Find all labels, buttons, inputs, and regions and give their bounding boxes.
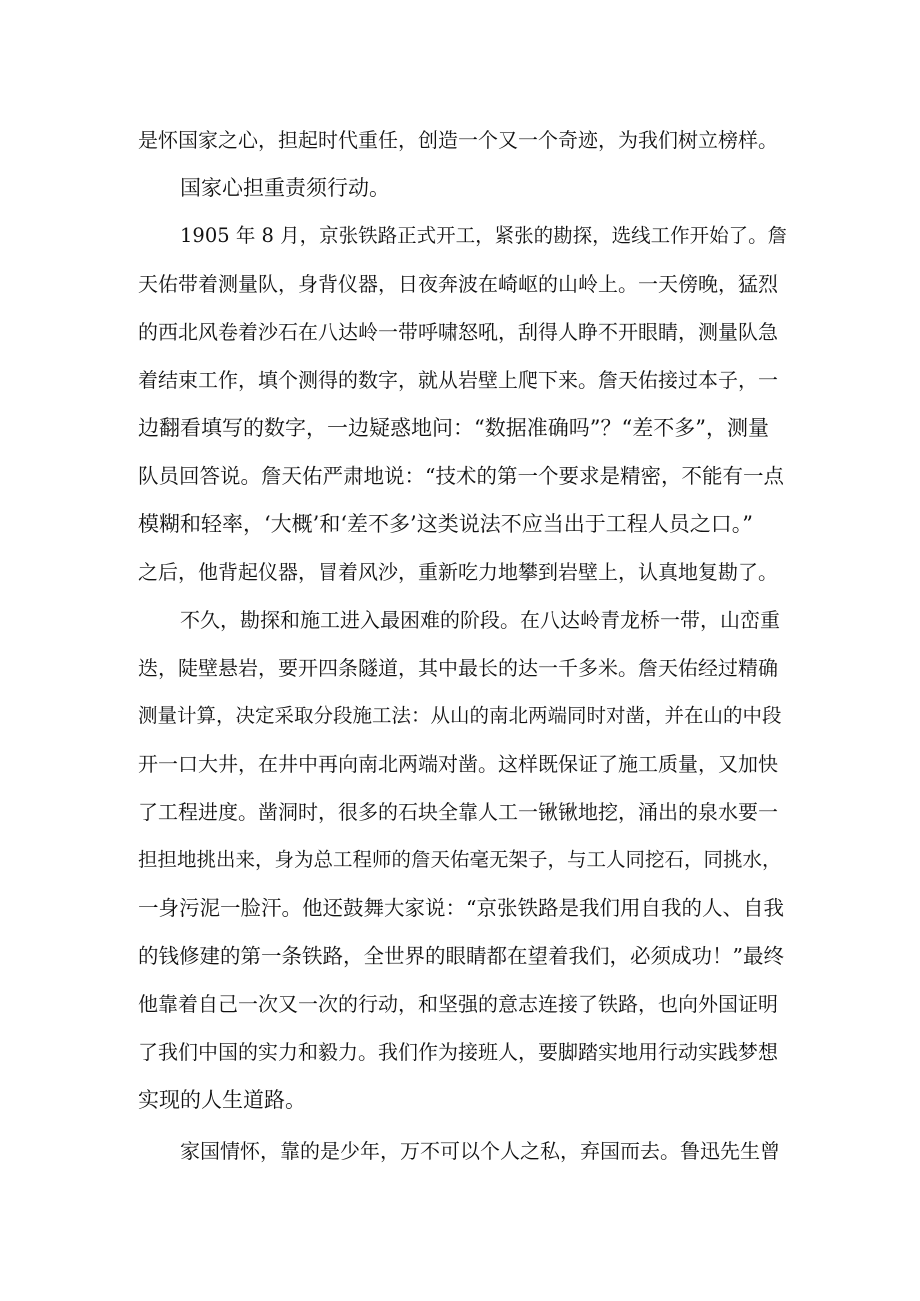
text-line: 家国情怀，靠的是少年，万不可以个人之私，弃国而去。鲁迅先生曾 — [180, 1139, 780, 1163]
text-line: 一身污泥一脸汗。他还鼓舞大家说：“京张铁路是我们用自我的人、自我 — [138, 896, 784, 920]
text-line: 天佑带着测量队，身背仪器，日夜奔波在崎岖的山岭上。一天傍晚，猛烈 — [138, 272, 778, 296]
text-line: 测量计算，决定采取分段施工法：从山的南北两端同时对凿，并在山的中段 — [138, 704, 782, 727]
section-heading: 国家心担重责须行动。 — [180, 176, 390, 200]
text-line: 了工程进度。凿洞时，很多的石块全靠人工一锹锹地挖，涌出的泉水要一 — [138, 800, 778, 824]
text-line: 之后，他背起仪器，冒着风沙，重新吃力地攀到岩壁上，认真地复勘了。 — [138, 560, 778, 584]
text-line: 开一口大井，在井中再向南北两端对凿。这样既保证了施工质量，又加快 — [138, 752, 778, 776]
text-line: 实现的人生道路。 — [138, 1088, 306, 1112]
text-line: 迭，陡壁悬岩，要开四条隧道，其中最长的达一千多米。詹天佑经过精确 — [138, 656, 778, 680]
text-line: 边翻看填写的数字，一边疑惑地问：“数据准确吗”？“差不多”，测量 — [138, 416, 769, 440]
text-line: 的西北风卷着沙石在八达岭一带呼啸怒吼，刮得人睁不开眼睛，测量队急 — [138, 320, 778, 344]
text-line: 担担地挑出来，身为总工程师的詹天佑毫无架子，与工人同挖石，同挑水， — [138, 848, 782, 871]
text-line: 模糊和轻率，‘大概’和‘差不多’这类说法不应当出于工程人员之口。” — [138, 512, 753, 536]
text-line: 的钱修建的第一条铁路，全世界的眼睛都在望着我们，必须成功！”最终 — [138, 944, 784, 968]
text-line: 着结束工作，填个测得的数字，就从岩壁上爬下来。詹天佑接过本子，一 — [138, 368, 778, 392]
text-line: 了我们中国的实力和毅力。我们作为接班人，要脚踏实地用行动实践梦想 — [138, 1040, 778, 1064]
text-line: 队员回答说。詹天佑严肃地说：“技术的第一个要求是精密，不能有一点 — [138, 464, 784, 488]
text-line: 他靠着自己一次又一次的行动，和坚强的意志连接了铁路，也向外国证明 — [138, 992, 778, 1016]
text-line: 是怀国家之心，担起时代重任，创造一个又一个奇迹，为我们树立榜样。 — [138, 128, 778, 152]
text-line: 1905 年 8 月，京张铁路正式开工，紧张的勘探，选线工作开始了。詹 — [180, 224, 788, 247]
text-line: 不久，勘探和施工进入最困难的阶段。在八达岭青龙桥一带，山峦重 — [180, 608, 780, 632]
